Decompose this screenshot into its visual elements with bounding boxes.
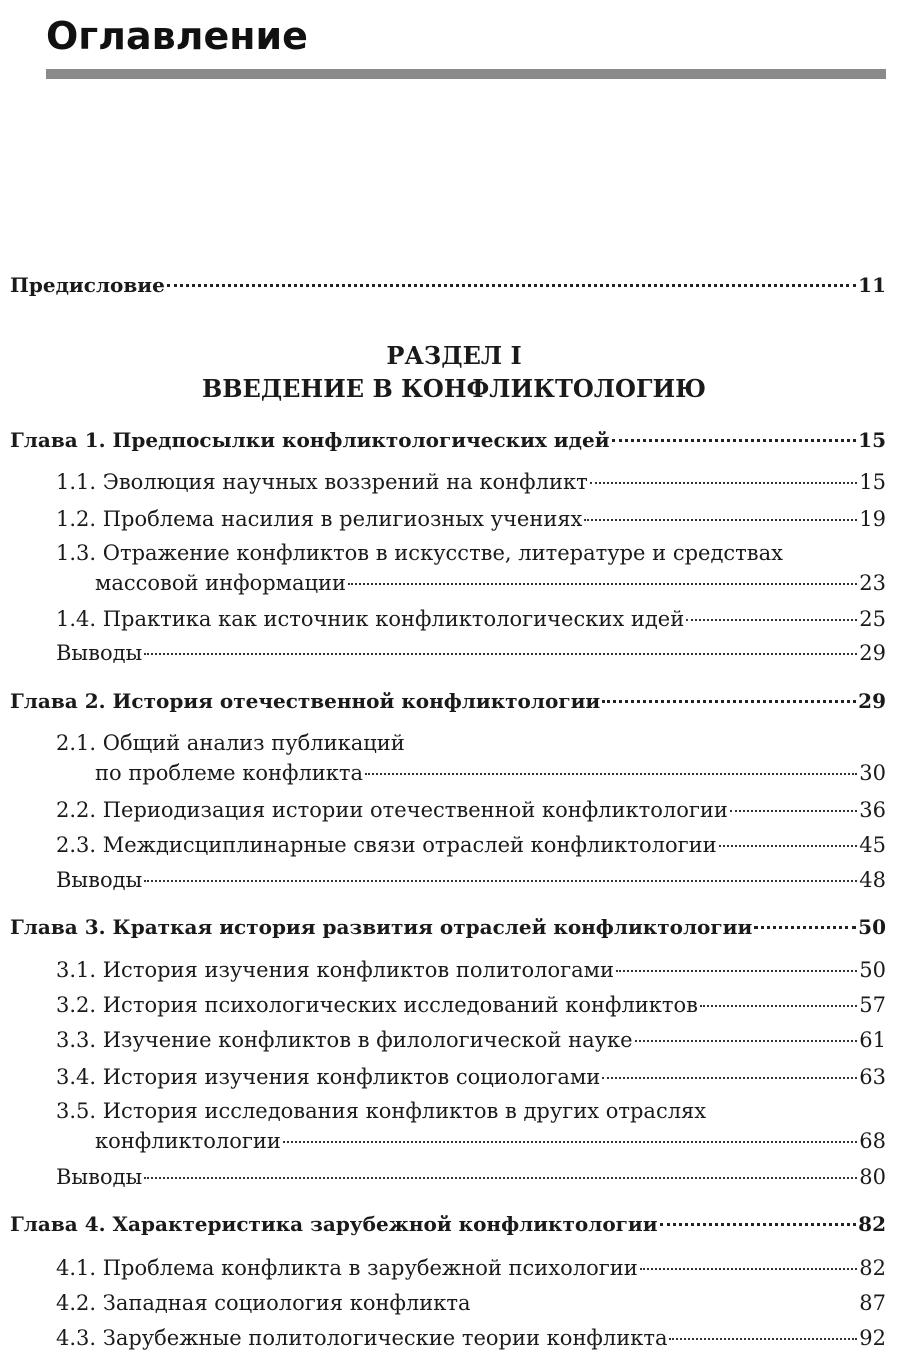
toc-item-label: 3.3. Изучение конфликтов в филологической науке [56,1028,633,1052]
toc-page-number: 92 [859,1326,886,1350]
toc-item[interactable] [95,759,886,787]
toc-item-first-line[interactable]: 3.5. История исследования конфликтов в других отраслях [56,1099,707,1123]
toc-item-label: Выводы [56,1165,143,1189]
toc-chapter-4[interactable] [10,1210,886,1238]
toc-item-label: конфликтологии [95,1129,281,1153]
toc-chapter-label: Глава 4. Характеристика зарубежной конфликтологии [10,1212,658,1236]
toc-page-number: 15 [859,470,886,494]
dot-leader [640,1268,858,1270]
toc-page-number: 68 [859,1129,886,1153]
toc-chapter-3[interactable] [10,913,886,941]
toc-entry-label: Предисловие [10,273,165,297]
toc-page-number: 57 [859,993,886,1017]
toc-page-number: 11 [858,273,886,297]
dot-leader [616,970,857,972]
dot-leader [144,1177,857,1179]
dot-leader [283,1141,857,1143]
toc-page-number: 25 [859,607,886,631]
toc-chapter-label: Глава 3. Краткая история развития отраслей конфликтологии [10,915,753,939]
toc-item-first-line[interactable]: 1.3. Отражение конфликтов в искусстве, литературе и средствах [56,541,783,565]
toc-item[interactable] [56,1324,886,1352]
toc-item[interactable] [56,1063,886,1091]
dot-leader [144,880,857,882]
dot-leader [660,1223,857,1226]
dot-leader [590,482,858,484]
toc-item-label: 4.3. Зарубежные политологические теории конфликта [56,1326,668,1350]
toc-page-number: 29 [859,641,886,665]
toc-item[interactable] [56,505,886,533]
toc-page-number: 82 [859,1256,886,1280]
dot-leader [730,810,857,812]
toc-page-number: 82 [858,1212,886,1236]
toc-item-conclusions[interactable] [56,639,886,667]
dot-leader [348,583,857,585]
toc-page-number: 61 [859,1028,886,1052]
section-title-line1: РАЗДЕЛ I [386,341,522,370]
toc-page-number: 29 [858,689,886,713]
toc-item-label: 1.1. Эволюция научных воззрений на конфликт [56,470,588,494]
dot-leader [473,1303,858,1305]
dot-leader [686,619,857,621]
dot-leader [719,845,858,847]
toc-item-label: 2.2. Периодизация истории отечественной конфликтологии [56,798,728,822]
toc-page-number: 23 [859,571,886,595]
toc-chapter-label: Глава 1. Предпосылки конфликтологических идей [10,428,610,452]
dot-leader [365,773,857,775]
toc-page-number: 15 [858,428,886,452]
toc-item[interactable] [56,1026,886,1054]
section-title-line2: ВВЕДЕНИЕ В КОНФЛИКТОЛОГИЮ [201,374,707,403]
dot-leader [602,700,856,703]
toc-page-number: 19 [859,507,886,531]
toc-item-label: по проблеме конфликта [95,761,364,785]
dot-leader [612,439,857,442]
toc-page-number: 36 [859,798,886,822]
toc-item[interactable] [56,956,886,984]
toc-item[interactable] [56,1254,886,1282]
toc-chapter-label: Глава 2. История отечественной конфликтологии [10,689,601,713]
toc-item[interactable] [56,796,886,824]
toc-item[interactable] [56,831,886,859]
toc-item-first-line[interactable]: 2.1. Общий анализ публикаций [56,731,405,755]
toc-item-conclusions[interactable] [56,1163,886,1191]
page-heading: Оглавление [46,14,308,58]
toc-page-number: 48 [859,868,886,892]
dot-leader [635,1040,858,1042]
dot-leader [144,653,857,655]
toc-entry-preface[interactable] [10,271,886,299]
toc-item-label: 3.1. История изучения конфликтов политологами [56,958,614,982]
dot-leader [584,519,857,521]
toc-chapter-1[interactable] [10,426,886,454]
toc-item[interactable] [95,1127,886,1155]
toc-page-number: 50 [858,915,886,939]
toc-page-number: 30 [859,761,886,785]
toc-item[interactable] [56,991,886,1019]
toc-page-number: 80 [859,1165,886,1189]
toc-item-label: Выводы [56,868,143,892]
toc-item-label: 4.1. Проблема конфликта в зарубежной психологии [56,1256,638,1280]
toc-item-label: 3.4. История изучения конфликтов социологами [56,1065,601,1089]
toc-item[interactable] [95,569,886,597]
toc-page-number: 50 [859,958,886,982]
toc-item-label: 1.4. Практика как источник конфликтологических идей [56,607,685,631]
toc-item-label: Выводы [56,641,143,665]
dot-leader [754,926,856,929]
toc-chapter-2[interactable] [10,687,886,715]
toc-item[interactable] [56,605,886,633]
toc-item[interactable] [56,1289,886,1317]
dot-leader [167,284,856,287]
dot-leader [700,1005,857,1007]
dot-leader [602,1077,857,1079]
toc-page-number: 45 [859,833,886,857]
toc-item[interactable] [56,468,886,496]
dot-leader [669,1338,857,1340]
heading-rule [46,69,886,79]
toc-item-label: 3.2. История психологических исследований конфликтов [56,993,698,1017]
toc-item-label: массовой информации [95,571,347,595]
toc-item-conclusions[interactable] [56,866,886,894]
toc-item-label: 1.2. Проблема насилия в религиозных учениях [56,507,583,531]
toc-item-label: 2.3. Междисциплинарные связи отраслей конфликтологии [56,833,717,857]
toc-item-label: 4.2. Западная социология конфликта [56,1291,471,1315]
toc-page-number: 63 [859,1065,886,1089]
toc-page-number: 87 [859,1291,886,1315]
